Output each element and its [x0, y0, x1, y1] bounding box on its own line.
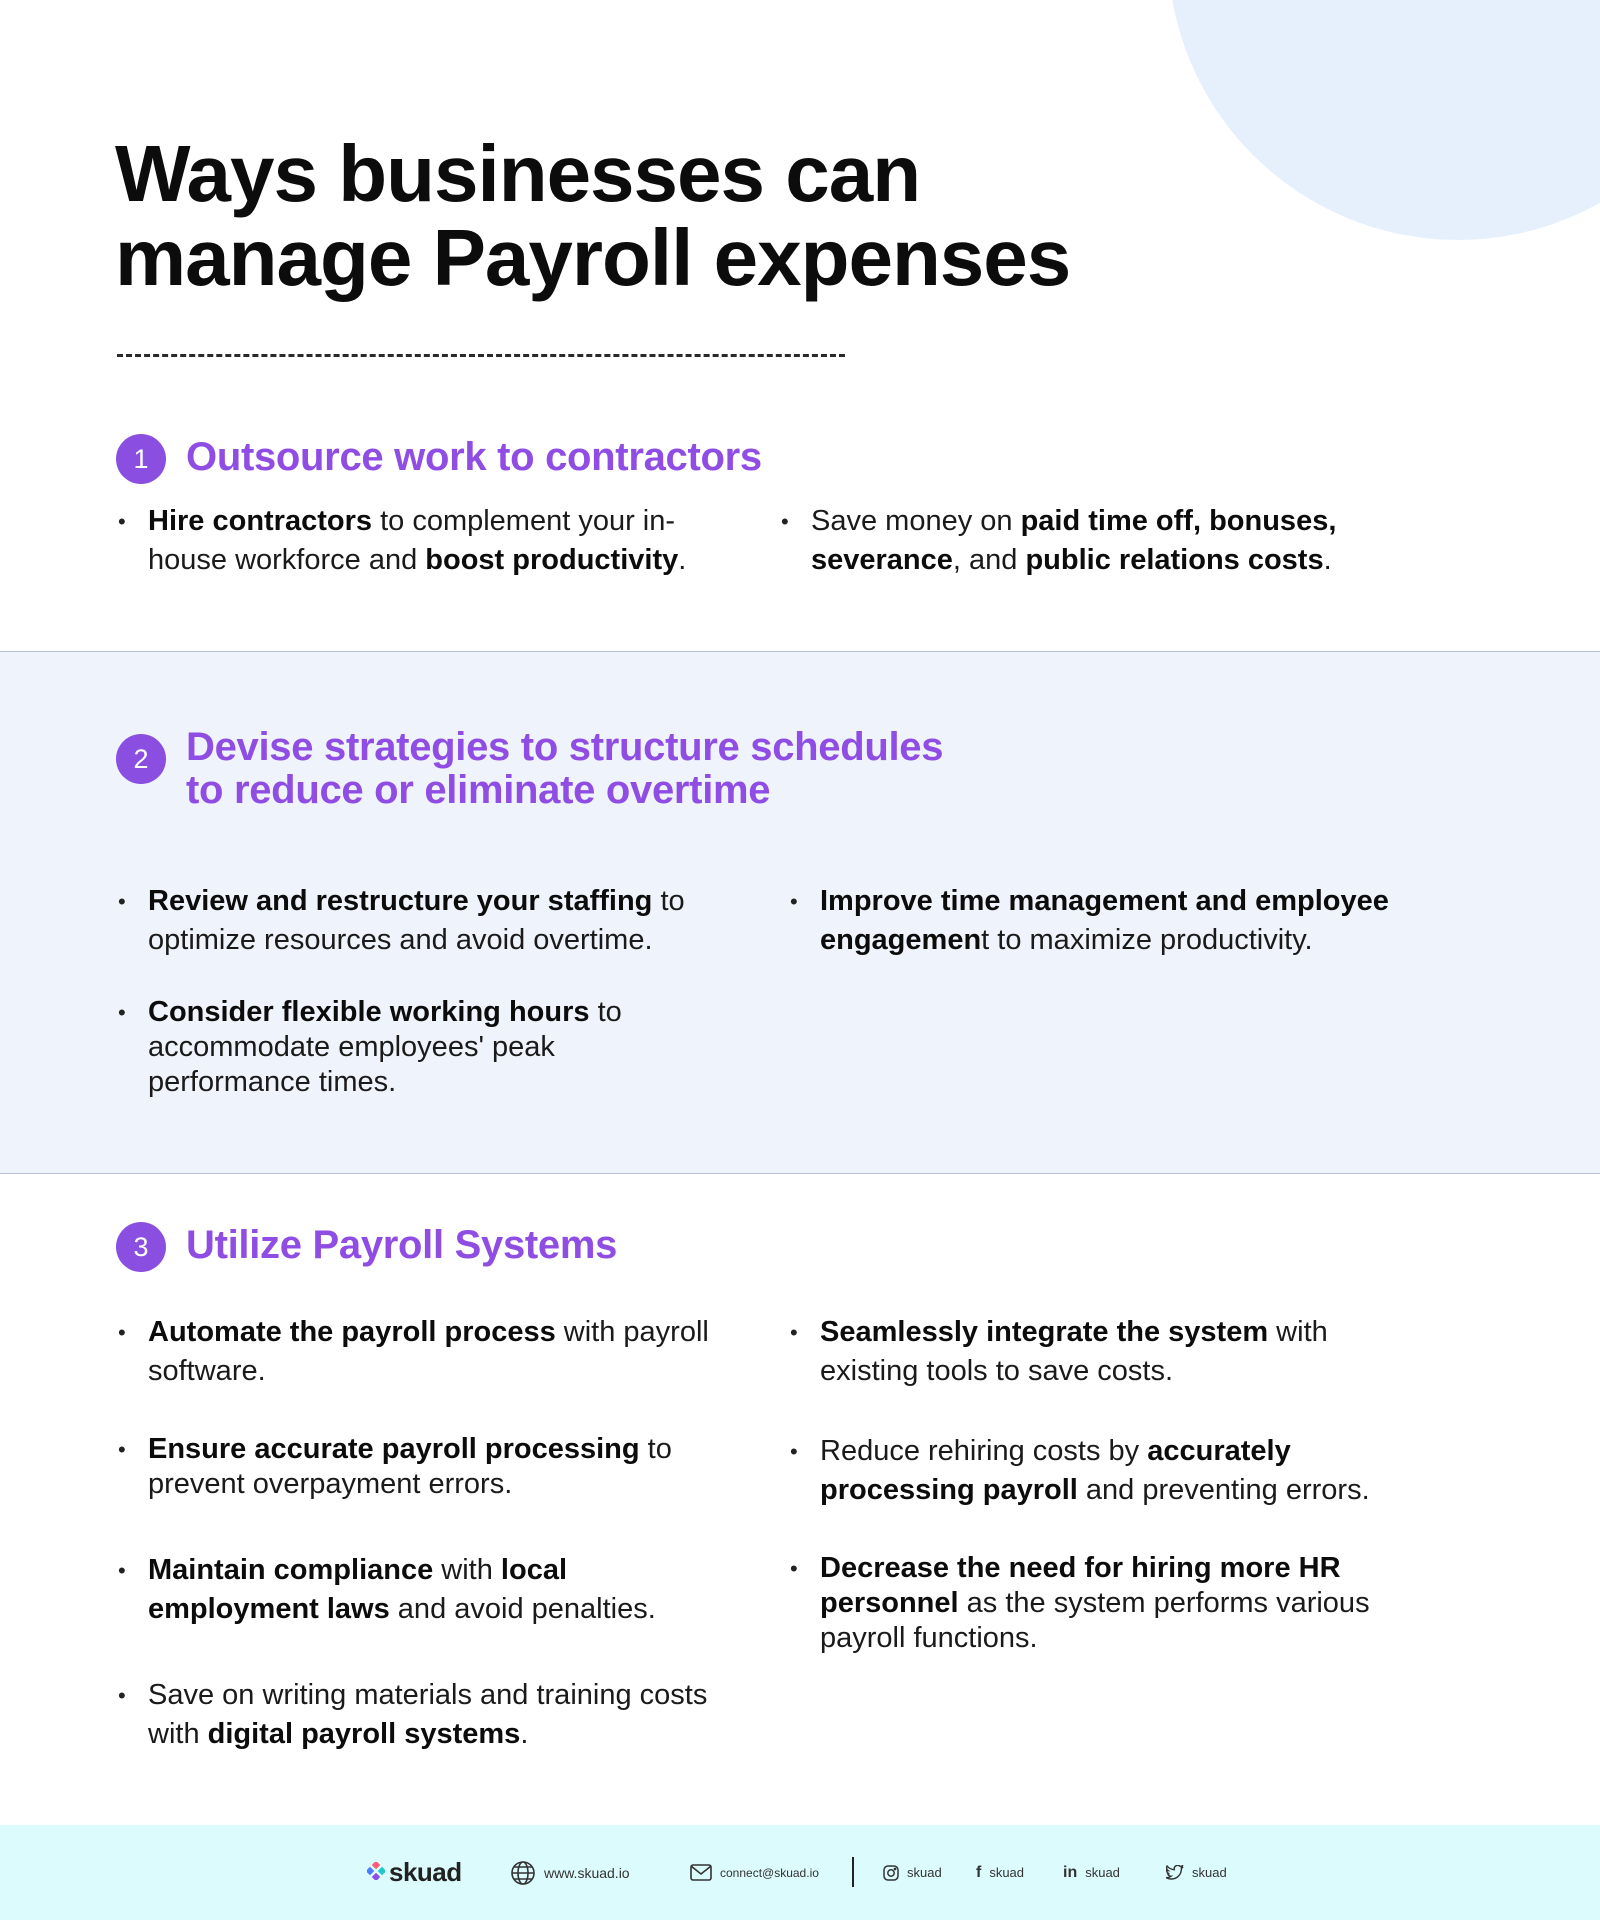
heading-line: Outsource work to contractors	[186, 435, 762, 479]
dashed-divider	[117, 354, 845, 357]
heading-line: Devise strategies to structure schedules	[186, 725, 944, 769]
bullet-item: • Save on writing materials and training costs with digital payroll systems.	[116, 1676, 716, 1754]
logo-text: skuad	[389, 1857, 462, 1887]
section-heading-row	[116, 1222, 617, 1272]
bullet-item: • Maintain compliance with local employment laws and avoid penalties.	[116, 1551, 716, 1629]
email-link[interactable]	[690, 1825, 819, 1920]
page-title	[115, 129, 1071, 302]
email-text: connect@skuad.io	[720, 1865, 819, 1880]
facebook-text: skuad	[989, 1865, 1025, 1880]
section-payroll-systems	[0, 1175, 1600, 1825]
bullet-item: • Automate the payroll process with payroll software.	[116, 1313, 716, 1391]
instagram-text: skuad	[907, 1865, 942, 1880]
bullet-item: • Hire contractors to complement your in-house workforce and boost productivity.	[116, 502, 736, 580]
bullet-item: • Decrease the need for hiring more HR personnel as the system performs various payroll functions.	[788, 1551, 1408, 1656]
bullet-item: • Reduce rehiring costs by accurately processing payroll and preventing errors.	[788, 1432, 1408, 1510]
skuad-logo-icon	[367, 1862, 385, 1883]
instagram-icon	[883, 1865, 899, 1881]
section-heading-row	[116, 434, 762, 484]
section-schedules	[0, 651, 1600, 1174]
facebook-link[interactable]	[976, 1825, 1024, 1920]
bullet-item: • Ensure accurate payroll processing to prevent overpayment errors.	[116, 1432, 716, 1502]
heading-line: Utilize Payroll Systems	[186, 1223, 618, 1267]
mail-icon	[690, 1863, 712, 1883]
globe-icon	[510, 1860, 536, 1886]
skuad-logo[interactable]	[367, 1825, 462, 1920]
bullet-item: • Review and restructure your staffing to optimize resources and avoid overtime.	[116, 882, 716, 960]
section-number-badge: 1	[116, 434, 166, 484]
linkedin-text: skuad	[1085, 1865, 1120, 1880]
bullet-item: • Improve time management and employee engagement to maximize productivity.	[788, 882, 1428, 960]
linkedin-link[interactable]	[1063, 1825, 1120, 1920]
twitter-link[interactable]	[1166, 1825, 1227, 1920]
linkedin-icon: in	[1063, 1863, 1078, 1881]
bullet-item: • Save money on paid time off, bonuses, severance, and public relations costs.	[779, 502, 1379, 580]
title-line-2: manage Payroll expenses	[115, 213, 1071, 302]
bullet-item: • Consider flexible working hours to accommodate employees' peak performance times.	[116, 995, 636, 1100]
footer-separator	[852, 1857, 854, 1887]
section-number-badge: 3	[116, 1222, 166, 1272]
section-number-badge: 2	[116, 734, 166, 784]
twitter-icon	[1166, 1865, 1184, 1880]
website-text: www.skuad.io	[544, 1864, 630, 1881]
title-line-1: Ways businesses can	[115, 129, 921, 218]
heading-line: to reduce or eliminate overtime	[186, 768, 771, 812]
twitter-text: skuad	[1192, 1865, 1227, 1880]
section-heading-row	[116, 726, 943, 812]
bullet-item: • Seamlessly integrate the system with existing tools to save costs.	[788, 1313, 1388, 1391]
section-outsource	[0, 420, 1600, 650]
decorative-corner-circle	[1168, 0, 1600, 240]
section-heading	[186, 726, 943, 812]
facebook-icon: f	[976, 1863, 982, 1881]
instagram-link[interactable]	[883, 1825, 942, 1920]
website-link[interactable]	[510, 1825, 630, 1920]
section-heading	[186, 1224, 617, 1267]
footer	[0, 1825, 1600, 1920]
section-heading	[186, 436, 762, 479]
